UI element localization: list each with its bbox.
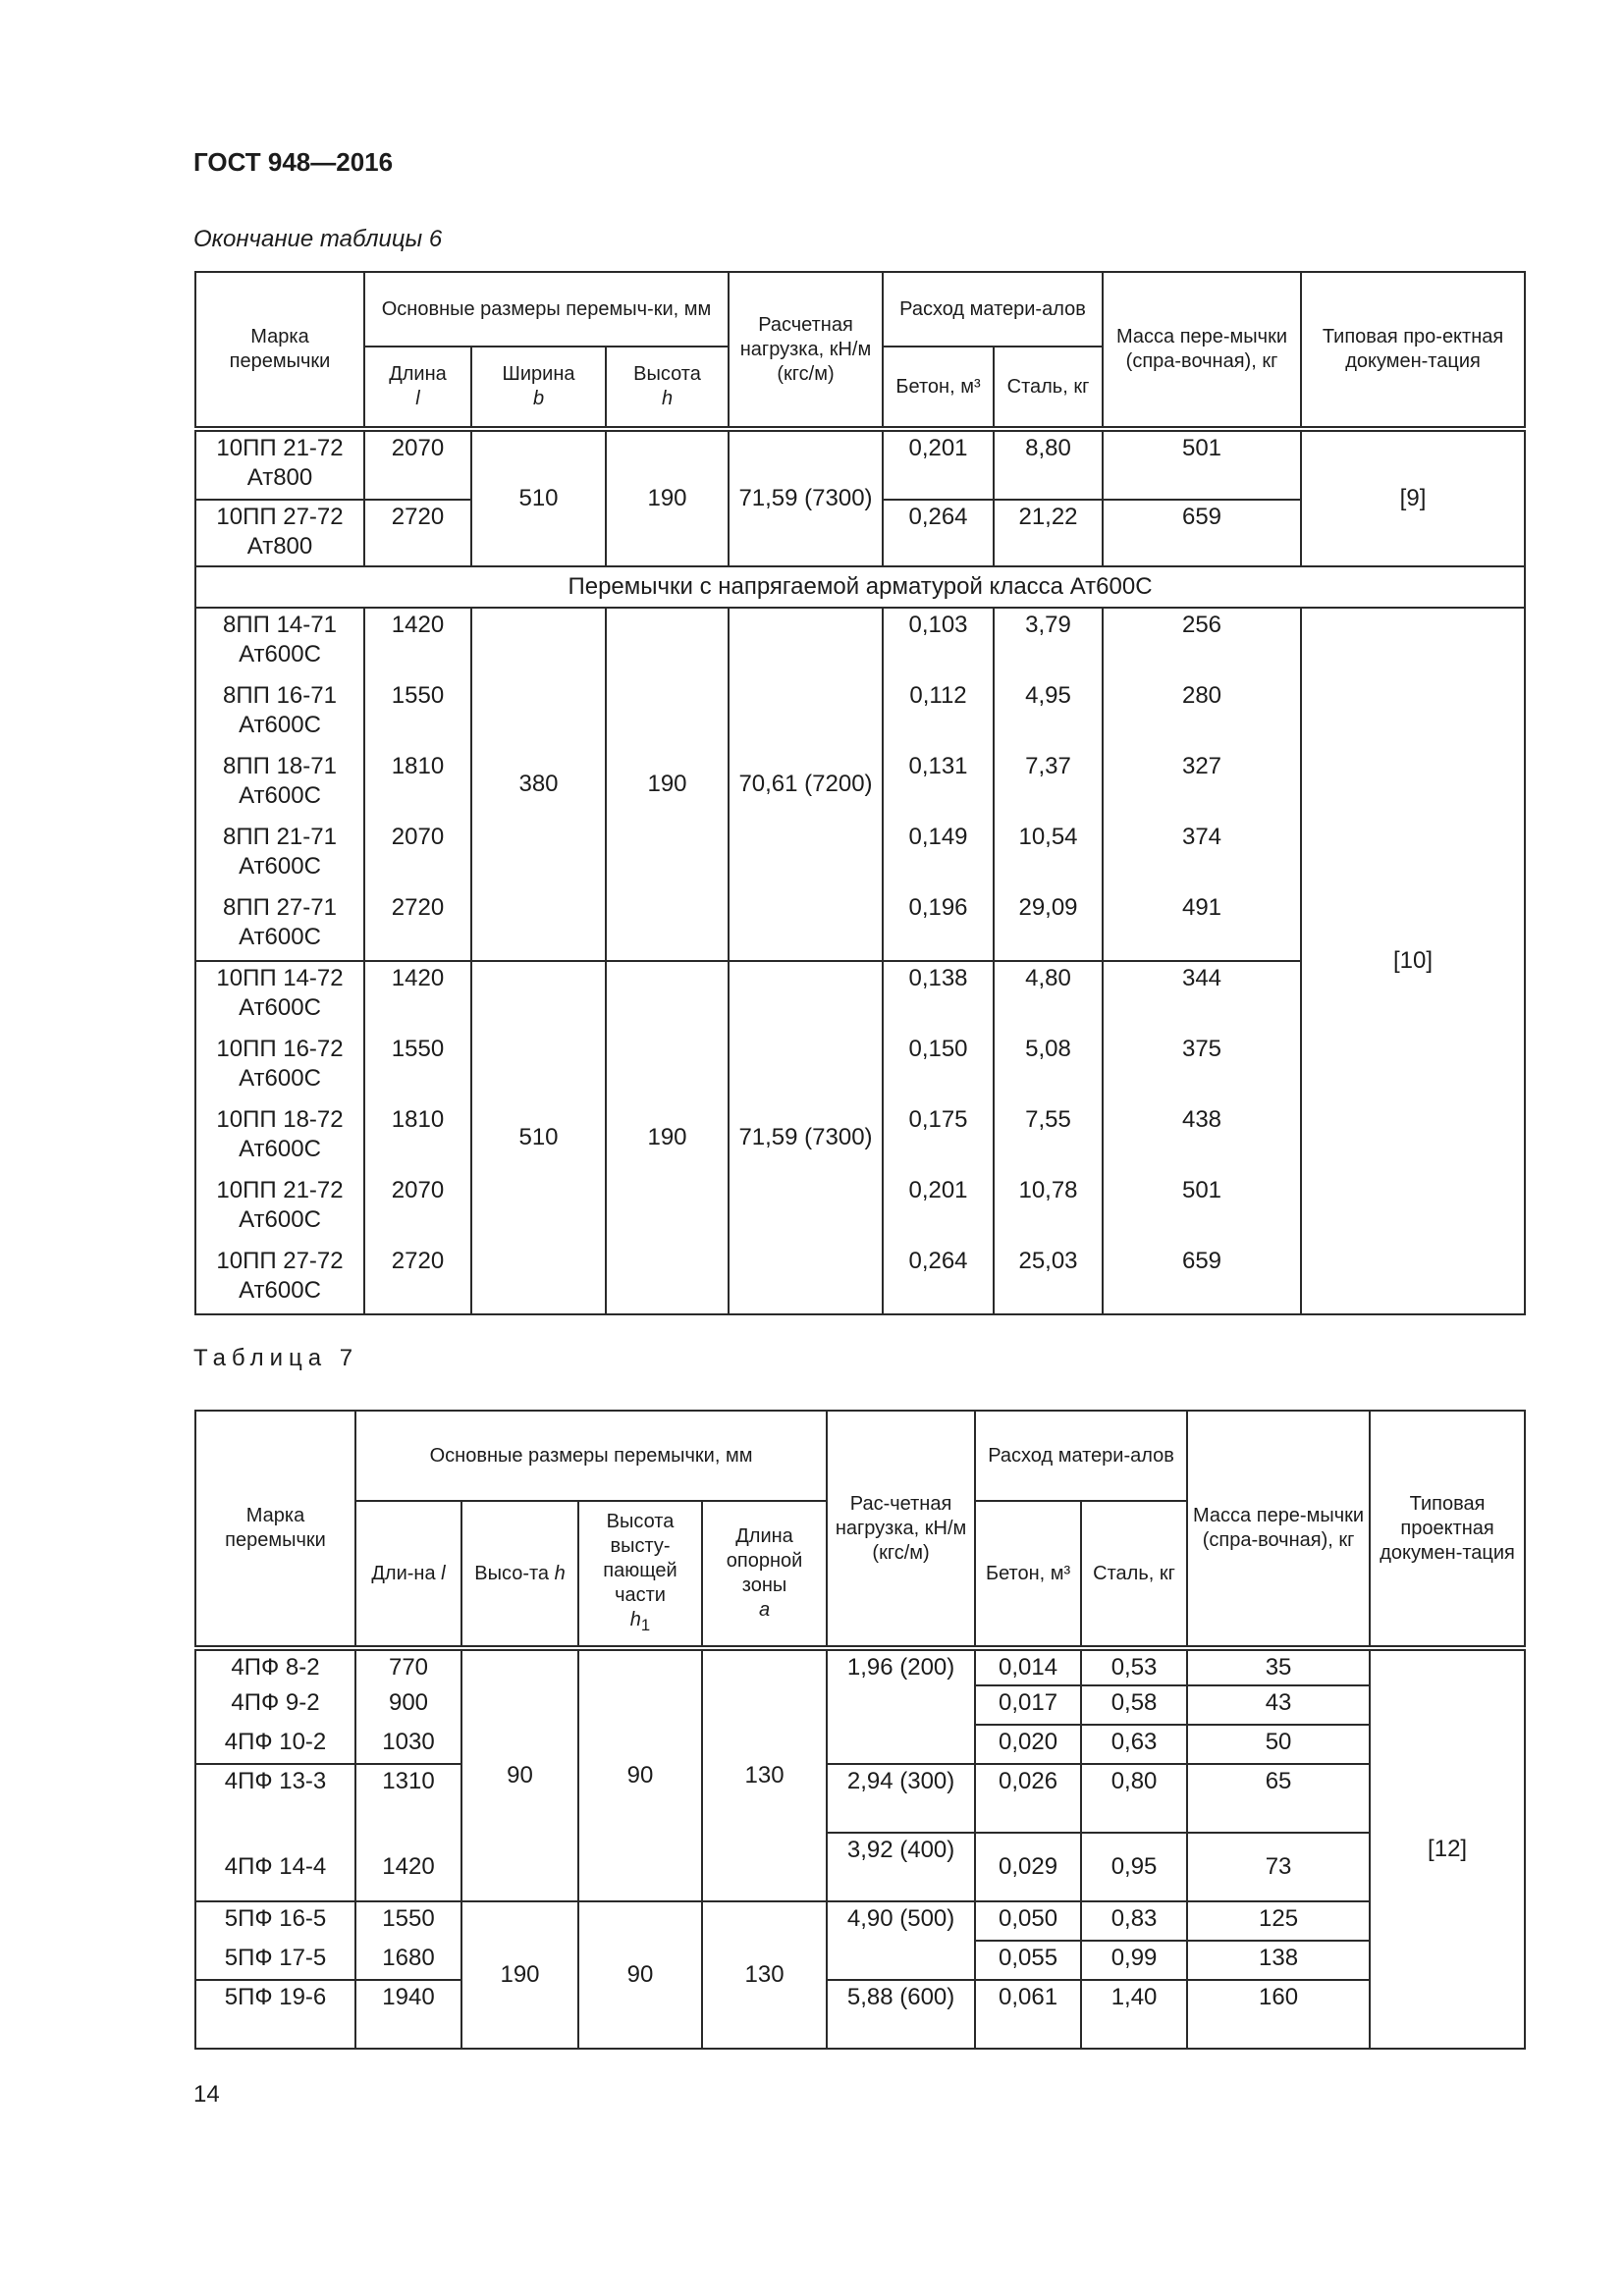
t7-h-steel: Сталь, кг — [1081, 1501, 1187, 1648]
t6-cell-length: 1420 — [364, 961, 471, 1032]
t6-h-mass: Масса пере-мычки (спра-вочная), кг — [1103, 272, 1301, 429]
t6-cell-mass: 501 — [1103, 429, 1301, 500]
t7-h-height-label: Высо-та — [474, 1562, 550, 1584]
t6-cell-height: 190 — [606, 608, 729, 961]
t7-cell-load: 3,92 (400) — [827, 1833, 975, 1901]
t7-cell-support: 130 — [702, 1901, 827, 2049]
t6-cell-steel: 7,37 — [994, 749, 1103, 820]
t6-cell-concrete: 0,264 — [883, 500, 994, 566]
t7-cell-mark: 4ПФ 8-2 — [195, 1648, 355, 1685]
table6 — [194, 271, 1526, 1315]
t7-h-concrete: Бетон, м³ — [975, 1501, 1081, 1648]
t6-cell-steel: 21,22 — [994, 500, 1103, 566]
table7 — [194, 1410, 1526, 2050]
t7-cell-steel: 0,53 — [1081, 1648, 1187, 1685]
t6-cell-steel: 8,80 — [994, 429, 1103, 500]
t6-cell-mark: 8ПП 18-71 Ат600С — [195, 749, 364, 820]
t6-section-title: Перемычки с напрягаемой арматурой класса Ат600С — [195, 566, 1525, 608]
t6-cell-length: 1550 — [364, 678, 471, 749]
t7-cell-mark: 5ПФ 19-6 — [195, 1980, 355, 2049]
t6-cell-mark: 10ПП 16-72 Ат600С — [195, 1032, 364, 1102]
t7-h-protrude — [578, 1501, 702, 1648]
t6-cell-width: 510 — [471, 961, 606, 1314]
t7-cell-length: 770 — [355, 1648, 461, 1685]
t6-cell-steel: 4,95 — [994, 678, 1103, 749]
t7-cell-support: 130 — [702, 1648, 827, 1901]
t7-h-dims: Основные размеры перемычки, мм — [355, 1411, 827, 1501]
standard-title: ГОСТ 948—2016 — [193, 147, 394, 177]
t7-h-height-symbol: h — [554, 1562, 566, 1584]
t7-cell-concrete: 0,017 — [975, 1685, 1081, 1725]
t6-cell-mass: 491 — [1103, 890, 1301, 961]
t7-h-mass: Масса пере-мычки (спра-вочная), кг — [1187, 1411, 1370, 1648]
t7-cell-mass: 43 — [1187, 1685, 1370, 1725]
t6-cell-doc: [9] — [1301, 429, 1525, 566]
t6-cell-concrete: 0,103 — [883, 608, 994, 678]
t7-cell-load-empty — [827, 1725, 975, 1764]
t6-cell-load: 71,59 (7300) — [729, 429, 883, 566]
t7-cell-mass: 65 — [1187, 1764, 1370, 1833]
t7-cell-length: 1940 — [355, 1980, 461, 2049]
t6-cell-concrete: 0,149 — [883, 820, 994, 890]
t7-h-length-label: Дли-на — [371, 1562, 436, 1584]
t6-h-doc: Типовая про-ектная докумен-тация — [1301, 272, 1525, 429]
t6-cell-length: 1810 — [364, 1102, 471, 1173]
t7-cell-mass: 73 — [1187, 1833, 1370, 1901]
t7-h-load: Рас-четная нагрузка, кН/м (кгс/м) — [827, 1411, 975, 1648]
t6-cell-doc: [10] — [1301, 608, 1525, 1314]
t7-cell-mark: 4ПФ 13-3 — [195, 1764, 355, 1833]
t7-cell-load: 2,94 (300) — [827, 1764, 975, 1833]
t7-cell-steel: 0,63 — [1081, 1725, 1187, 1764]
t7-cell-length: 1420 — [355, 1833, 461, 1901]
t7-cell-concrete: 0,020 — [975, 1725, 1081, 1764]
t6-cell-mass: 374 — [1103, 820, 1301, 890]
t6-cell-mass: 344 — [1103, 961, 1301, 1032]
t7-cell-length: 1310 — [355, 1764, 461, 1833]
t6-cell-length: 2070 — [364, 820, 471, 890]
t6-cell-load: 71,59 (7300) — [729, 961, 883, 1314]
t6-cell-mark: 10ПП 21-72 Ат800 — [195, 429, 364, 500]
t6-cell-mark: 10ПП 14-72 Ат600С — [195, 961, 364, 1032]
page-number: 14 — [193, 2081, 220, 2108]
t7-cell-concrete: 0,014 — [975, 1648, 1081, 1685]
t6-cell-concrete: 0,201 — [883, 429, 994, 500]
table-row — [195, 1833, 1525, 1901]
t7-cell-length: 900 — [355, 1685, 461, 1725]
t7-cell-mark: 4ПФ 9-2 — [195, 1685, 355, 1725]
t7-cell-mark: 4ПФ 14-4 — [195, 1833, 355, 1901]
t7-h-materials: Расход матери-алов — [975, 1411, 1187, 1501]
t6-cell-concrete: 0,150 — [883, 1032, 994, 1102]
t6-h-width-label: Ширина — [502, 363, 575, 385]
t7-cell-steel: 0,95 — [1081, 1833, 1187, 1901]
t6-cell-concrete: 0,131 — [883, 749, 994, 820]
t7-cell-mass: 138 — [1187, 1941, 1370, 1980]
table-row — [195, 1901, 1525, 1941]
t6-h-width — [471, 347, 606, 429]
t6-cell-length: 1810 — [364, 749, 471, 820]
t6-cell-steel: 29,09 — [994, 890, 1103, 961]
t7-cell-length: 1550 — [355, 1901, 461, 1941]
table6-caption: Окончание таблицы 6 — [193, 226, 443, 252]
table-row — [195, 429, 1525, 500]
table6-header-row-1 — [195, 272, 1525, 347]
t7-h-support-label: Длина опорной зоны — [726, 1525, 803, 1596]
t6-cell-length: 2070 — [364, 1173, 471, 1244]
t6-cell-length: 1550 — [364, 1032, 471, 1102]
t7-cell-concrete: 0,055 — [975, 1941, 1081, 1980]
t7-cell-steel: 0,58 — [1081, 1685, 1187, 1725]
t7-h-protrude-symbol: h — [629, 1609, 641, 1630]
t7-cell-mark: 5ПФ 16-5 — [195, 1901, 355, 1941]
t6-cell-concrete: 0,196 — [883, 890, 994, 961]
t7-cell-mass: 125 — [1187, 1901, 1370, 1941]
t6-cell-steel: 3,79 — [994, 608, 1103, 678]
t6-cell-mass: 256 — [1103, 608, 1301, 678]
t7-cell-mark: 5ПФ 17-5 — [195, 1941, 355, 1980]
t6-cell-concrete: 0,175 — [883, 1102, 994, 1173]
t7-cell-concrete: 0,026 — [975, 1764, 1081, 1833]
t7-cell-length: 1680 — [355, 1941, 461, 1980]
t6-cell-steel: 25,03 — [994, 1244, 1103, 1314]
t7-cell-steel: 0,83 — [1081, 1901, 1187, 1941]
table7-caption: Таблица 7 — [193, 1345, 359, 1371]
t6-cell-length: 2720 — [364, 890, 471, 961]
t6-cell-concrete: 0,112 — [883, 678, 994, 749]
t7-cell-concrete: 0,061 — [975, 1980, 1081, 2049]
t7-cell-concrete: 0,050 — [975, 1901, 1081, 1941]
t6-cell-mass: 375 — [1103, 1032, 1301, 1102]
t6-cell-mark: 10ПП 27-72 Ат800 — [195, 500, 364, 566]
t6-h-load: Расчетная нагрузка, кН/м (кгс/м) — [729, 272, 883, 429]
t7-h-height — [461, 1501, 578, 1648]
t6-h-length — [364, 347, 471, 429]
t6-cell-steel: 4,80 — [994, 961, 1103, 1032]
t7-h-support — [702, 1501, 827, 1648]
t6-cell-mark: 10ПП 21-72 Ат600С — [195, 1173, 364, 1244]
t6-cell-height: 190 — [606, 961, 729, 1314]
t6-h-dims: Основные размеры перемыч-ки, мм — [364, 272, 729, 347]
t6-cell-length: 2720 — [364, 500, 471, 566]
t7-cell-mark: 4ПФ 10-2 — [195, 1725, 355, 1764]
t6-cell-mark: 8ПП 21-71 Ат600С — [195, 820, 364, 890]
t7-h-support-symbol: a — [758, 1599, 771, 1621]
t7-cell-height: 190 — [461, 1901, 578, 2049]
t6-cell-mark: 8ПП 27-71 Ат600С — [195, 890, 364, 961]
t6-cell-mass: 280 — [1103, 678, 1301, 749]
t6-h-concrete: Бетон, м³ — [883, 347, 994, 429]
t6-cell-concrete: 0,201 — [883, 1173, 994, 1244]
t6-cell-length: 2070 — [364, 429, 471, 500]
t6-cell-load: 70,61 (7200) — [729, 608, 883, 961]
t7-cell-protrude: 90 — [578, 1901, 702, 2049]
t6-cell-mark: 8ПП 14-71 Ат600С — [195, 608, 364, 678]
t7-cell-height: 90 — [461, 1648, 578, 1901]
t7-cell-load: 4,90 (500) — [827, 1901, 975, 1980]
table-row — [195, 608, 1525, 678]
t7-cell-protrude: 90 — [578, 1648, 702, 1901]
t6-h-height — [606, 347, 729, 429]
t7-cell-concrete: 0,029 — [975, 1833, 1081, 1901]
t7-cell-steel: 0,99 — [1081, 1941, 1187, 1980]
t7-h-length — [355, 1501, 461, 1648]
t7-h-length-symbol: l — [441, 1562, 446, 1584]
t7-h-mark: Марка перемычки — [195, 1411, 355, 1648]
t7-cell-mass: 50 — [1187, 1725, 1370, 1764]
t6-cell-concrete: 0,264 — [883, 1244, 994, 1314]
t7-h-doc: Типовая проектная докумен-тация — [1370, 1411, 1525, 1648]
t6-h-mark: Марка перемычки — [195, 272, 364, 429]
t6-cell-width: 380 — [471, 608, 606, 961]
t6-cell-mark: 8ПП 16-71 Ат600С — [195, 678, 364, 749]
t6-h-height-label: Высота — [633, 363, 701, 385]
table6-section-row — [195, 566, 1525, 608]
table-row — [195, 1980, 1525, 2049]
table-row — [195, 1648, 1525, 1685]
table-row — [195, 1764, 1525, 1833]
table-row — [195, 1725, 1525, 1764]
t6-cell-mark: 10ПП 27-72 Ат600С — [195, 1244, 364, 1314]
t6-h-height-symbol: h — [661, 388, 674, 409]
t7-cell-length: 1030 — [355, 1725, 461, 1764]
t6-cell-mass: 659 — [1103, 500, 1301, 566]
t7-cell-mass: 160 — [1187, 1980, 1370, 2049]
t7-cell-steel: 1,40 — [1081, 1980, 1187, 2049]
t6-cell-steel: 5,08 — [994, 1032, 1103, 1102]
t7-cell-doc: [12] — [1370, 1648, 1525, 2049]
t7-h-protrude-label: Высота высту-пающей части — [603, 1511, 677, 1606]
t6-cell-length: 1420 — [364, 608, 471, 678]
t7-cell-mass: 35 — [1187, 1648, 1370, 1685]
t6-cell-mass: 501 — [1103, 1173, 1301, 1244]
t6-h-length-symbol: l — [415, 388, 420, 409]
t7-cell-load: 5,88 (600) — [827, 1980, 975, 2049]
t6-cell-steel: 7,55 — [994, 1102, 1103, 1173]
t6-cell-mark: 10ПП 18-72 Ат600С — [195, 1102, 364, 1173]
t7-h-protrude-subscript: 1 — [640, 1616, 651, 1634]
t6-cell-height: 190 — [606, 429, 729, 566]
t6-h-steel: Сталь, кг — [994, 347, 1103, 429]
t6-cell-width: 510 — [471, 429, 606, 566]
t6-cell-steel: 10,78 — [994, 1173, 1103, 1244]
t6-cell-concrete: 0,138 — [883, 961, 994, 1032]
t6-cell-steel: 10,54 — [994, 820, 1103, 890]
t6-cell-length: 2720 — [364, 1244, 471, 1314]
t7-cell-load: 1,96 (200) — [827, 1648, 975, 1725]
t6-h-width-symbol: b — [532, 388, 545, 409]
t7-cell-steel: 0,80 — [1081, 1764, 1187, 1833]
t6-cell-mass: 438 — [1103, 1102, 1301, 1173]
t6-cell-mass: 659 — [1103, 1244, 1301, 1314]
table7-header-row-1 — [195, 1411, 1525, 1501]
t6-h-materials: Расход матери-алов — [883, 272, 1103, 347]
t6-h-length-label: Длина — [389, 363, 447, 385]
t6-cell-mass: 327 — [1103, 749, 1301, 820]
